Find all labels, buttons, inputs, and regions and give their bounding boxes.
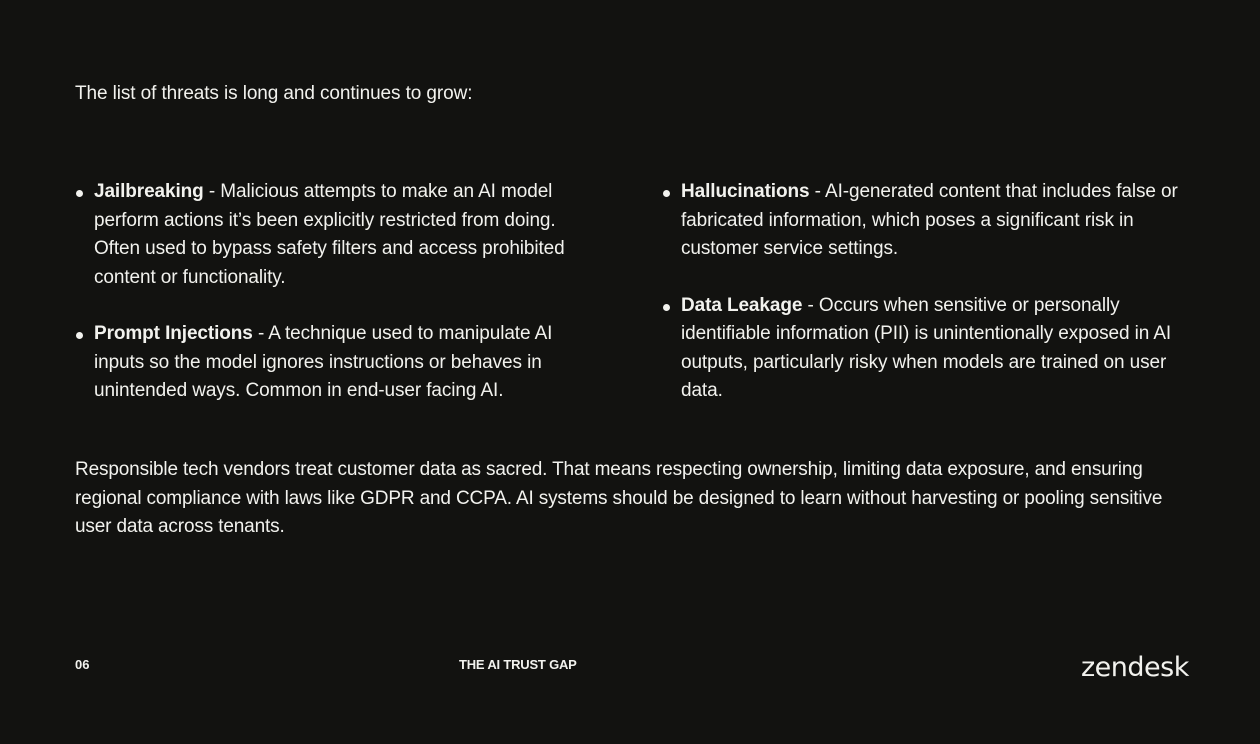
page-number: 06 — [75, 657, 90, 672]
threat-item-prompt-injections — [75, 320, 585, 406]
bullet-icon — [76, 332, 83, 339]
threat-item-jailbreaking — [75, 178, 585, 292]
threat-term: Prompt Injections — [94, 323, 253, 344]
threat-term: Hallucinations — [681, 181, 810, 202]
threat-description: - Occurs when sensitive or personally identifiable information (PII) is unintentionally exposed in AI outputs, particularly risky when models are trained on user data. — [681, 294, 1172, 401]
threat-description: - AI-generated content that includes false or fabricated information, which poses a significant risk in customer service settings. — [681, 181, 1178, 259]
threat-term: Jailbreaking — [94, 181, 204, 202]
bullet-icon — [663, 304, 670, 311]
bullet-icon — [76, 190, 83, 197]
intro-text: The list of threats is long and continues to grow: — [75, 83, 473, 104]
document-title: THE AI TRUST GAP — [459, 657, 577, 672]
threat-description: - Malicious attempts to make an AI model perform actions it’s been explicitly restricted from doing. Often used to bypass safety filters and access prohibited content or functionality. — [94, 181, 565, 288]
threat-list-right — [662, 178, 1192, 434]
threat-description: - A technique used to manipulate AI inputs so the model ignores instructions or behaves in unintended ways. Common in end-user facing AI. — [94, 323, 553, 401]
zendesk-logo: zendesk — [1081, 652, 1189, 683]
threat-item-hallucinations — [662, 178, 1192, 264]
bullet-icon — [663, 190, 670, 197]
threat-term: Data Leakage — [681, 294, 803, 316]
closing-paragraph: Responsible tech vendors treat customer data as sacred. That means respecting ownership, limiting data exposure, and ensuring regional compliance with laws like GDPR and CCPA. AI systems should be designed to learn without harvesting or pooling sensitive user data across tenants. — [75, 459, 1163, 537]
threat-list-left — [75, 178, 585, 434]
threat-item-data-leakage — [662, 292, 1192, 406]
